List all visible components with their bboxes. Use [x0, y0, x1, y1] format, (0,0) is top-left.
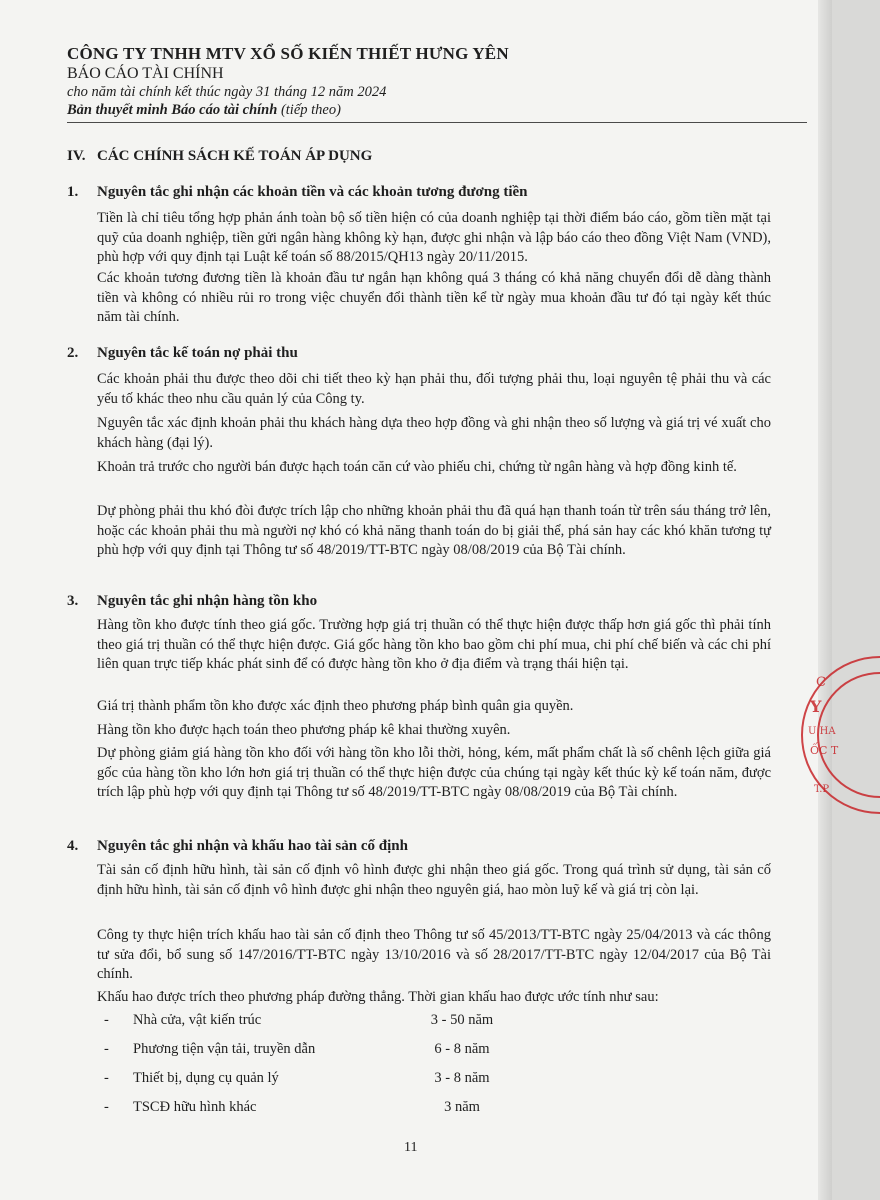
section-heading [67, 148, 372, 165]
svg-text:U HA: U HA [808, 726, 836, 737]
paragraph: Các khoản tương đương tiền là khoản đầu tư ngắn hạn không quá 3 tháng có khả năng chuyển đổi dễ dàng thành tiền và không có nhiều rủi ro trong việc chuyển đổi thành tiền kể từ ngày mua khoản đầu tư đó tại ngày kết thúc năm tài chính. [97, 270, 771, 325]
section-number: IV. [67, 148, 86, 164]
list-item [97, 1099, 517, 1128]
paragraph: Giá trị thành phẩm tồn kho được xác định theo phương pháp bình quân gia quyền. [97, 698, 574, 714]
policy-title: Nguyên tắc ghi nhận hàng tồn kho [97, 593, 318, 609]
svg-text:ỐC T: ỐC T [810, 744, 839, 757]
policy-title: Nguyên tắc kế toán nợ phải thu [97, 345, 298, 361]
svg-text:C: C [816, 675, 826, 690]
company-seal-stamp [790, 650, 880, 820]
paragraph: Hàng tồn kho được tính theo giá gốc. Trường hợp giá trị thuần có thể thực hiện được thấp hơn giá gốc thì phải tính theo giá trị thuần có thể thực hiện được. Giá gốc hàng tồn kho bao gồm chi phí mua, chi phí chế biến và các chi phí liên quan trực tiếp khác phát sinh để có được hàng tồn kho ở địa điểm và trạng thái hiện tại. [97, 617, 771, 672]
header-divider [67, 122, 807, 123]
paragraph: Các khoản phải thu được theo dõi chi tiết theo kỳ hạn phải thu, đối tượng phải thu, loại nguyên tệ phải thu và các yếu tố khác theo nhu cầu quản lý của Công ty. [97, 371, 771, 407]
asset-class: Thiết bị, dụng cụ quản lý [133, 1070, 279, 1086]
svg-text:T.P: T.P [814, 784, 830, 795]
policy-number: 3. [67, 593, 79, 609]
notes-title-text: Bản thuyết minh Báo cáo tài chính [67, 102, 278, 118]
useful-life: 3 - 50 năm [430, 1012, 494, 1028]
policy-title: Nguyên tắc ghi nhận các khoản tiền và các khoản tương đương tiền [97, 184, 528, 200]
list-item [97, 1041, 517, 1070]
paragraph: Nguyên tắc xác định khoản phải thu khách hàng dựa theo hợp đồng và ghi nhận theo số lượng và giá trị vé xuất cho khách hàng (đại lý). [97, 415, 771, 451]
page-edge-shadow [818, 0, 832, 1200]
asset-class: TSCĐ hữu hình khác [133, 1099, 257, 1115]
policy-number: 4. [67, 838, 79, 854]
notes-title [67, 101, 787, 119]
policy-heading-4 [67, 837, 408, 855]
policy-title: Nguyên tắc ghi nhận và khấu hao tài sản cố định [97, 838, 408, 854]
useful-life: 6 - 8 năm [434, 1041, 490, 1057]
list-dash: - [104, 1012, 109, 1028]
paragraph: Hàng tồn kho được hạch toán theo phương pháp kê khai thường xuyên. [97, 722, 511, 738]
policy-heading-2 [67, 344, 298, 362]
paragraph: Dự phòng giảm giá hàng tồn kho đối với hàng tồn kho lỗi thời, hỏng, kém, mất phẩm chất là số chênh lệch giữa giá gốc của hàng tồn kho lớn hơn giá trị thuần có thể thực hiện được của chúng tại ngày kết thúc kỳ kế toán năm, được trích lập phù hợp với quy định tại Thông tư số 48/2019/TT-BTC ngày 08/08/2019 của Bộ Tài chính. [97, 745, 771, 800]
report-header [67, 44, 787, 119]
paragraph: Công ty thực hiện trích khấu hao tài sản cố định theo Thông tư số 45/2013/TT-BTC ngày 25/04/2013 và các thông tư sửa đổi, bổ sung số 147/2016/TT-BTC ngày 13/10/2016 và số 28/2017/TT-BTC ngày 12/04/2017 của Bộ Tài chính. [97, 927, 771, 982]
depreciation-list [97, 1012, 517, 1128]
svg-text:Y: Y [810, 697, 822, 716]
asset-class: Nhà cửa, vật kiến trúc [133, 1012, 262, 1028]
notes-continued: (tiếp theo) [280, 102, 341, 118]
paragraph: Tài sản cố định hữu hình, tài sản cố định vô hình được ghi nhận theo giá gốc. Trong quá trình sử dụng, tài sản cố định hữu hình, tài sản cố định vô hình được ghi nhận theo nguyên giá, hao mòn luỹ kế và giá trị còn lại. [97, 862, 771, 898]
asset-class: Phương tiện vận tải, truyền dẫn [133, 1041, 316, 1057]
report-period: cho năm tài chính kết thúc ngày 31 tháng 12 năm 2024 [67, 84, 387, 100]
policy-number: 2. [67, 345, 79, 361]
useful-life: 3 - 8 năm [434, 1070, 490, 1086]
paragraph: Dự phòng phải thu khó đòi được trích lập cho những khoản phải thu đã quá hạn thanh toán từ trên sáu tháng trở lên, hoặc các khoản phải thu mà người nợ khó có khả năng thanh toán do bị giải thể, phá sản hay các khó khăn tương tự phù hợp với quy định tại Thông tư số 48/2019/TT-BTC ngày 08/08/2019 của Bộ Tài chính. [97, 503, 771, 558]
list-item [97, 1070, 517, 1099]
useful-life: 3 năm [444, 1099, 480, 1115]
paragraph: Khoản trả trước cho người bán được hạch toán căn cứ vào phiếu chi, chứng từ ngân hàng và hợp đồng kinh tế. [97, 459, 737, 475]
list-dash: - [104, 1099, 109, 1115]
list-dash: - [104, 1070, 109, 1086]
paragraph: Khấu hao được trích theo phương pháp đường thẳng. Thời gian khấu hao được ước tính như sau: [97, 989, 659, 1005]
policy-heading-3 [67, 592, 317, 610]
paragraph: Tiền là chỉ tiêu tổng hợp phản ánh toàn bộ số tiền hiện có của doanh nghiệp tại thời điểm báo cáo, gồm tiền mặt tại quỹ của doanh nghiệp, tiền gửi ngân hàng không kỳ hạn, được ghi nhận và lập báo cáo theo đồng Việt Nam (VND), phù hợp với quy định tại Luật kế toán số 88/2015/QH13 ngày 20/11/2015. [97, 210, 771, 265]
policy-heading-1 [67, 183, 528, 201]
list-item [97, 1012, 517, 1041]
policy-number: 1. [67, 184, 79, 200]
list-dash: - [104, 1041, 109, 1057]
report-title: BÁO CÁO TÀI CHÍNH [67, 65, 224, 82]
page-number: 11 [404, 1140, 418, 1155]
company-name: CÔNG TY TNHH MTV XỔ SỐ KIẾN THIẾT HƯNG YÊN [67, 44, 509, 63]
section-title: CÁC CHÍNH SÁCH KẾ TOÁN ÁP DỤNG [97, 148, 373, 164]
